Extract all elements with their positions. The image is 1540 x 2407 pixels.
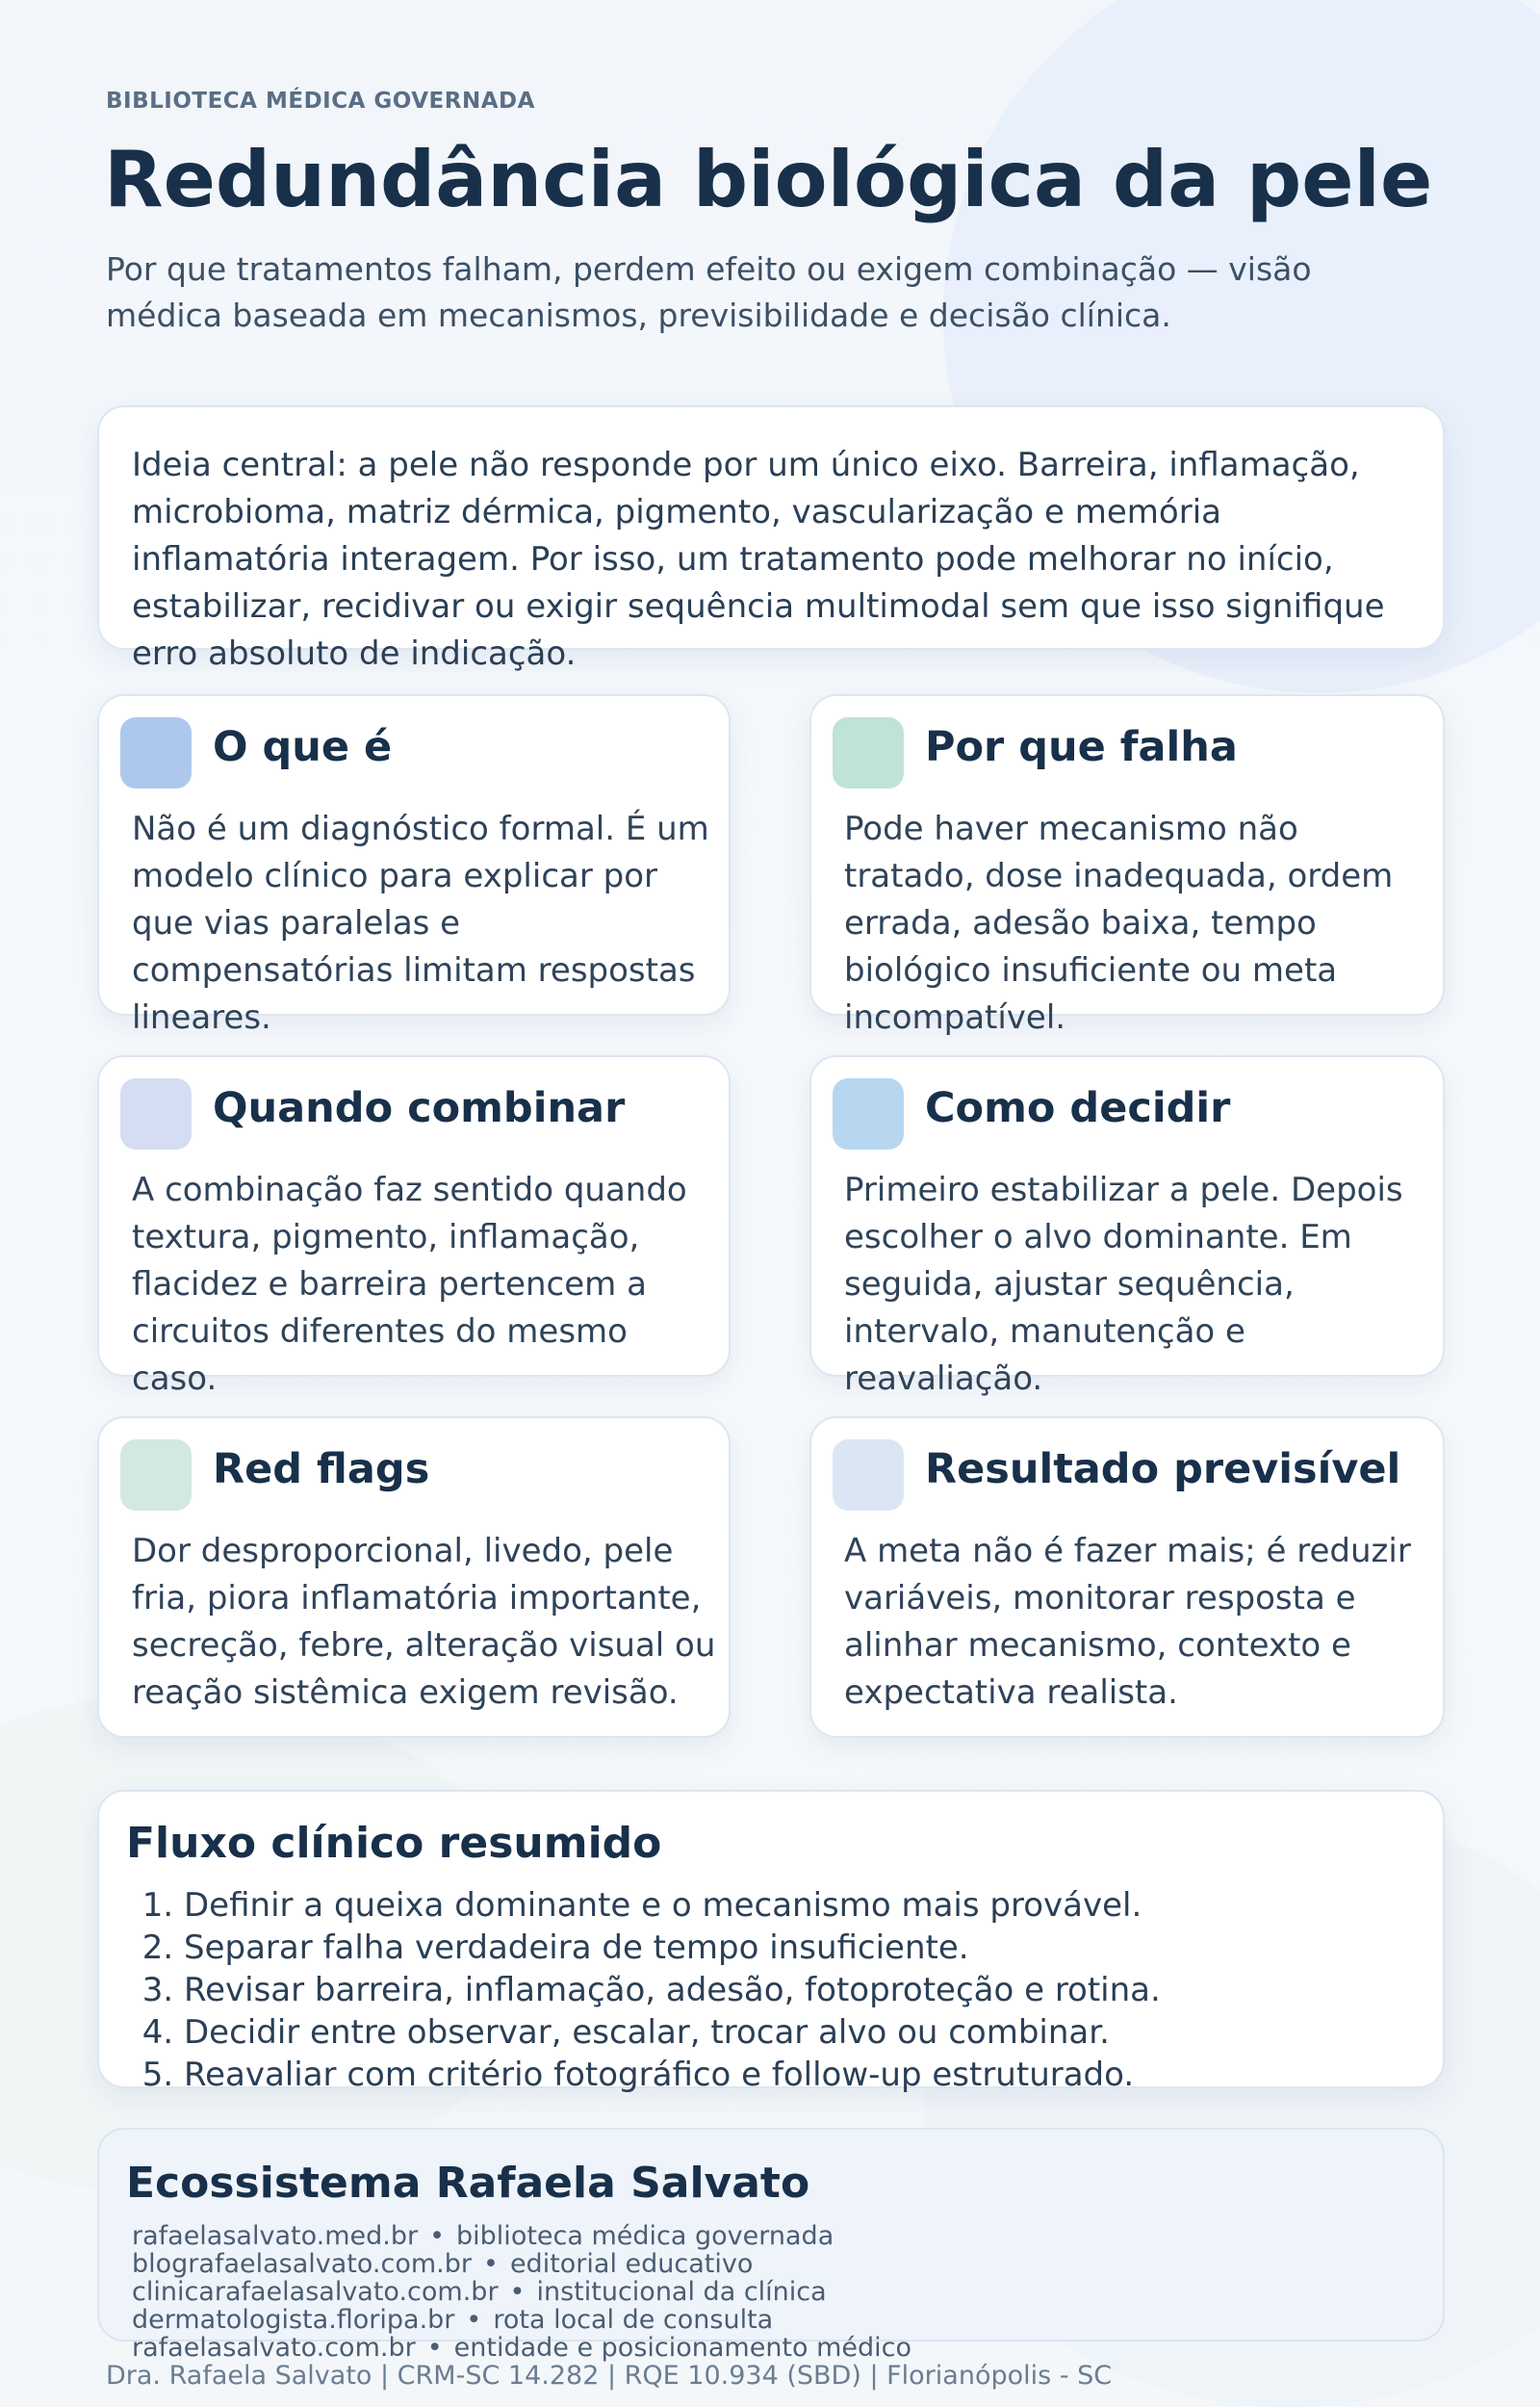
bullet-separator: •	[483, 2249, 499, 2279]
tile-how-decide	[809, 1055, 1445, 1398]
bullet-separator: •	[429, 2221, 446, 2251]
ecosystem-link-row	[132, 2222, 834, 2250]
tile-title: Por que falha	[925, 723, 1238, 771]
clinical-flow-list	[184, 1884, 1161, 2096]
tile-color-square-icon	[120, 717, 192, 789]
ecosystem-site-description: institucional da clínica	[536, 2277, 827, 2307]
tile-title: Red flags	[213, 1445, 430, 1493]
ecosystem-site-description: biblioteca médica governada	[456, 2221, 834, 2251]
tile-color-square-icon	[833, 1078, 904, 1150]
ecosystem-site-description: editorial educativo	[509, 2249, 754, 2279]
ecosystem-site-link[interactable]: clinicarafaelasalvato.com.br	[132, 2277, 499, 2307]
page-title: Redundância biológica da pele	[104, 135, 1433, 224]
tile-when-combine	[97, 1055, 731, 1398]
tile-text: A combinação faz sentido quando textura, pigmento, inflamação, flacidez e barreira pertencem a circuitos diferentes do mesmo caso.	[132, 1171, 687, 1398]
tile-red-flags	[97, 1416, 731, 1738]
tile-color-square-icon	[833, 1439, 904, 1511]
tile-text: Dor desproporcional, livedo, pele fria, piora inflamatória importante, secreção, febre, alteração visual ou reação sistêmica exigem revisão.	[132, 1532, 716, 1712]
tile-color-square-icon	[120, 1439, 192, 1511]
bullet-separator: •	[509, 2277, 526, 2307]
bullet-separator: •	[466, 2305, 482, 2335]
tile-title: Como decidir	[925, 1084, 1231, 1132]
tile-text: Primeiro estabilizar a pele. Depois escolher o alvo dominante. Em seguida, ajustar sequência, intervalo, manutenção e reavaliação.	[844, 1171, 1403, 1398]
ecosystem-card	[97, 2128, 1445, 2363]
tile-title: Quando combinar	[213, 1084, 626, 1132]
tile-why-fails	[809, 694, 1445, 1037]
ecosystem-site-link[interactable]: blografaelasalvato.com.br	[132, 2249, 472, 2279]
flow-step: 2. Separar falha verdadeira de tempo insuficiente.	[184, 1927, 1161, 1969]
tile-text: Não é um diagnóstico formal. É um modelo clínico para explicar por que vias paralelas e compensatórias limitam respostas lineares.	[132, 810, 709, 1037]
ecosystem-link-row	[132, 2306, 773, 2334]
flow-step: 4. Decidir entre observar, escalar, trocar alvo ou combinar.	[184, 2011, 1161, 2054]
central-idea-text: Ideia central: a pele não responde por um único eixo. Barreira, inflamação, microbioma, matriz dérmica, pigmento, vascularização e memória inflamatória interagem. Por isso, um tratamento pode melhorar no início, estabilizar, recidivar ou exigir sequência multimodal sem que isso signifique erro absoluto de indicação.	[132, 446, 1385, 673]
tile-color-square-icon	[833, 717, 904, 789]
flow-step: 3. Revisar barreira, inflamação, adesão, fotoproteção e rotina.	[184, 1969, 1161, 2011]
ecosystem-site-link[interactable]: rafaelasalvato.com.br	[132, 2333, 416, 2363]
flow-step: 5. Reavaliar com critério fotográfico e follow-up estruturado.	[184, 2054, 1161, 2096]
tile-title: O que é	[213, 723, 393, 771]
tile-text: Pode haver mecanismo não tratado, dose inadequada, ordem errada, adesão baixa, tempo biológico insuficiente ou meta incompatível.	[844, 810, 1394, 1037]
eyebrow-label: BIBLIOTECA MÉDICA GOVERNADA	[106, 89, 535, 114]
ecosystem-site-link[interactable]: rafaelasalvato.med.br	[132, 2221, 419, 2251]
ecosystem-site-link[interactable]: dermatologista.floripa.br	[132, 2305, 455, 2335]
clinical-flow-title: Fluxo clínico resumido	[126, 1819, 662, 1868]
central-idea-card	[97, 405, 1445, 673]
tile-what-is	[97, 694, 731, 1037]
ecosystem-link-row	[132, 2334, 911, 2362]
clinical-flow-card	[97, 1790, 1445, 2094]
flow-step: 1. Definir a queixa dominante e o mecanismo mais provável.	[184, 1884, 1161, 1927]
bullet-separator: •	[426, 2333, 443, 2363]
tile-title: Resultado previsível	[925, 1445, 1401, 1493]
ecosystem-link-row	[132, 2250, 753, 2278]
tile-predictable-result	[809, 1416, 1445, 1738]
ecosystem-site-description: rota local de consulta	[493, 2305, 774, 2335]
ecosystem-site-description: entidade e posicionamento médico	[453, 2333, 912, 2363]
page-subtitle: Por que tratamentos falham, perdem efeito ou exigem combinação — visão médica baseada em mecanismos, previsibilidade e decisão clínica.	[106, 250, 1312, 334]
tile-text: A meta não é fazer mais; é reduzir variáveis, monitorar resposta e alinhar mecanismo, contexto e expectativa realista.	[844, 1532, 1411, 1712]
ecosystem-title: Ecossistema Rafaela Salvato	[126, 2159, 810, 2208]
tile-color-square-icon	[120, 1078, 192, 1150]
footer-credentials: Dra. Rafaela Salvato | CRM-SC 14.282 | RQE 10.934 (SBD) | Florianópolis - SC	[106, 2361, 1113, 2391]
ecosystem-link-row	[132, 2278, 827, 2306]
